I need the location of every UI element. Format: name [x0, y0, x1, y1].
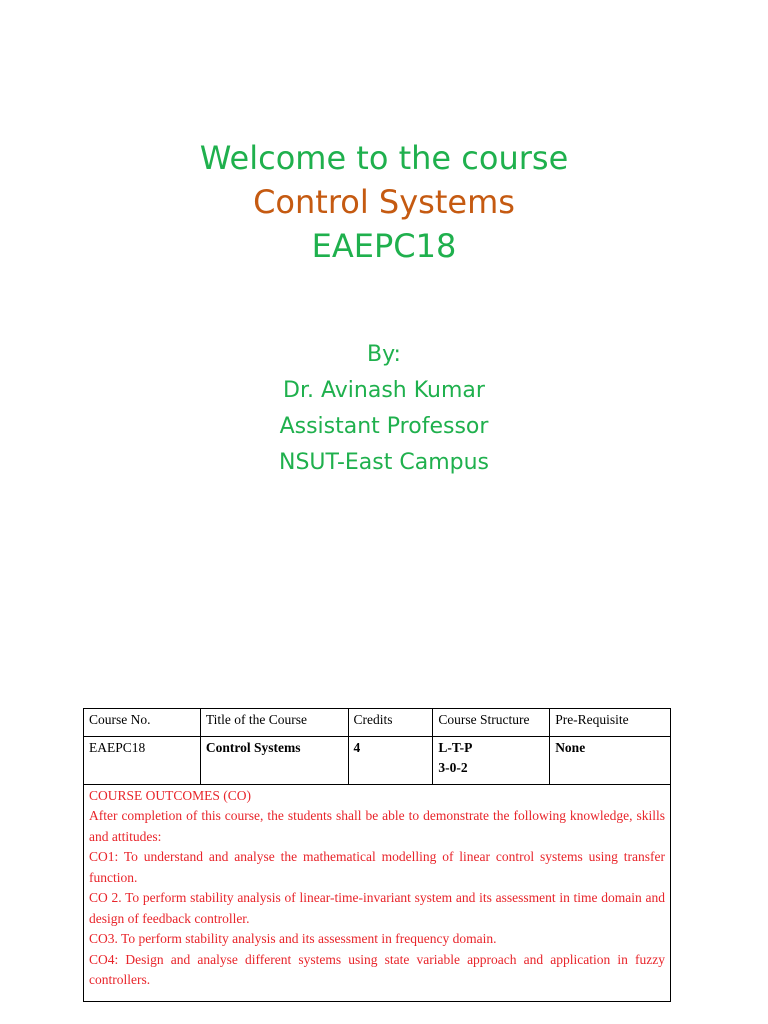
course-name: Control Systems	[253, 183, 515, 221]
cell-prerequisite: None	[550, 736, 671, 784]
author-block	[0, 337, 768, 481]
header-course-title: Title of the Course	[200, 709, 348, 737]
table-header-row	[84, 709, 671, 737]
author-name: Dr. Avinash Kumar	[283, 378, 485, 403]
cell-course-no: EAEPC18	[84, 736, 201, 784]
course-outcome-item: CO1: To understand and analyse the mathematical modelling of linear control systems using transfer function.	[89, 849, 665, 885]
cell-course-title: Control Systems	[200, 736, 348, 784]
by-label: By:	[367, 342, 401, 367]
course-outcomes-heading: COURSE OUTCOMES (CO)	[89, 787, 252, 803]
course-outcomes-cell	[84, 784, 671, 1001]
course-outcomes-row	[84, 784, 671, 1001]
author-institution: NSUT-East Campus	[279, 450, 489, 475]
header-prerequisite: Pre-Requisite	[550, 709, 671, 737]
course-details-table	[83, 708, 671, 1002]
course-code: EAEPC18	[311, 227, 457, 265]
course-heading	[0, 136, 768, 268]
course-outcome-item: CO 2. To perform stability analysis of linear-time-invariant system and its assessment in time domain and design of feedback controller.	[89, 890, 665, 926]
header-course-no: Course No.	[84, 709, 201, 737]
cell-credits: 4	[348, 736, 433, 784]
course-outcome-item: CO4: Design and analyse different systems using state variable approach and application in fuzzy controllers.	[89, 951, 665, 987]
course-outcome-item: CO3. To perform stability analysis and its assessment in frequency domain.	[89, 931, 497, 946]
structure-label: L-T-P	[438, 739, 473, 755]
table-row	[84, 736, 671, 784]
cell-course-structure	[433, 736, 550, 784]
welcome-line: Welcome to the course	[199, 139, 569, 177]
structure-value: 3-0-2	[438, 760, 468, 775]
header-course-structure: Course Structure	[433, 709, 550, 737]
author-designation: Assistant Professor	[279, 414, 489, 439]
header-credits: Credits	[348, 709, 433, 737]
course-outcomes-intro: After completion of this course, the students shall be able to demonstrate the following knowledge, skills and attitudes:	[89, 808, 665, 844]
